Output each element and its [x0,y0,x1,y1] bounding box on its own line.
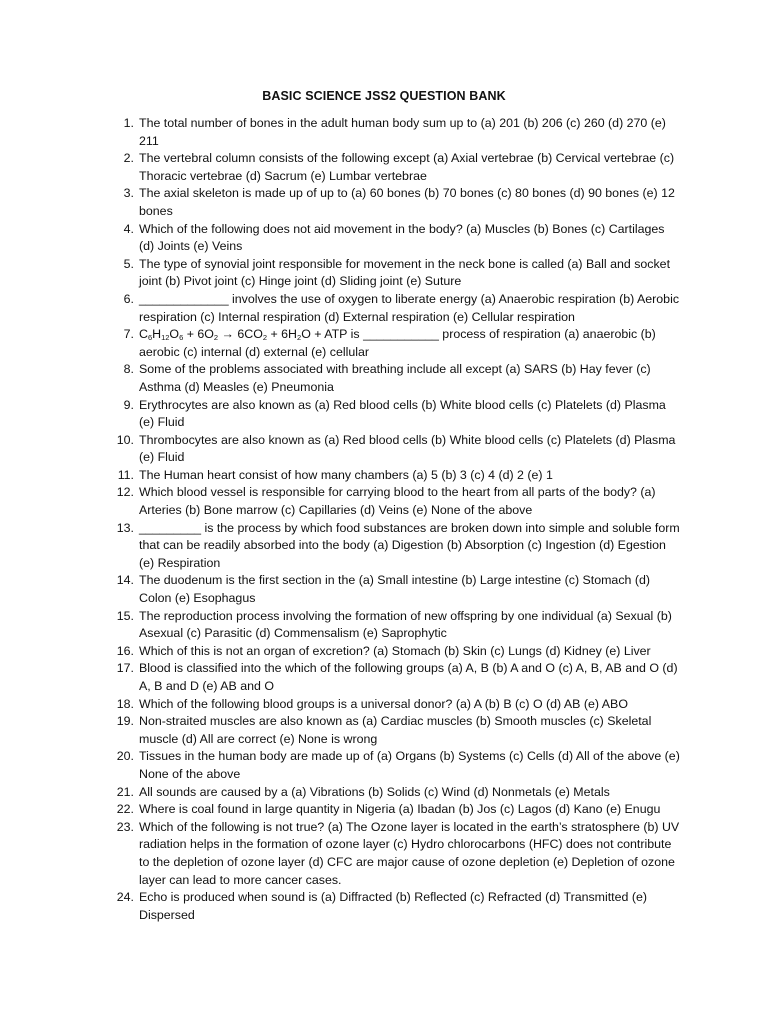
question-item [110,185,680,220]
respiration-equation: $C_6H_{12}O_6 + 6O_2 \to 6CO_2 + 6H_2O$ + ATP [139,327,348,343]
question-number: 20. [116,749,134,764]
question-item [110,660,680,695]
question-number: 3. [123,186,134,201]
question-text: Which blood vessel is responsible for carrying blood to the heart from all parts of the body? (a) Arteries (b) Bone marrow (c) Capillaries (d) Veins (e) None of the above [139,485,656,518]
question-text: Where is coal found in large quantity in Nigeria (a) Ibadan (b) Jos (c) Lagos (d) Kano (e) Enugu [139,802,661,817]
question-item [110,889,680,924]
question-item [110,326,680,361]
question-item [110,397,680,432]
question-text: All sounds are caused by a (a) Vibrations (b) Solids (c) Wind (d) Nonmetals (e) Metals [139,784,610,799]
question-number: 12. [116,485,134,500]
question-item [110,608,680,643]
question-text: is ___________ process of respiration (a) anaerobic (b) aerobic (c) internal (d) external (e) cellular [139,327,656,359]
question-text: The duodenum is the first section in the (a) Small intestine (b) Large intestine (c) Stomach (d) Colon (e) Esophagus [139,573,650,606]
question-item [110,150,680,185]
question-text: Blood is classified into the which of the following groups (a) A, B (b) A and O (c) A, B, AB and O (d) A, B and D (e) AB and O [139,661,678,693]
question-text: Thrombocytes are also known as (a) Red blood cells (b) White blood cells (c) Platelets (d) Plasma (e) Fluid [139,432,676,465]
question-text: The vertebral column consists of the following except (a) Axial vertebrae (b) Cervical vertebrae (c) Thoracic vertebrae (d) Sacrum (e) Lumbar vertebrae [139,151,675,183]
question-text: Which of the following does not aid movement in the body? (a) Muscles (b) Bones (c) Cartilages (d) Joints (e) Veins [139,221,665,254]
question-text: Echo is produced when sound is (a) Diffracted (b) Reflected (c) Refracted (d) Transmitted (e) Dispersed [139,890,647,922]
question-text: Which of the following is not true? (a) The Ozone layer is located in the earth’s stratosphere (b) UV radiation helps in the formation of ozone layer (c) Hydro chlorocarbons (HFC) does not contribute to the depletion of ozone layer (d) CFC are major cause of ozone depletion (e) Depletion of ozone layer can lead to more cancer cases. [139,819,680,887]
question-item [110,361,680,396]
question-item [110,520,680,573]
question-item [110,256,680,291]
question-number: 16. [116,643,134,658]
question-text: Which of the following blood groups is a universal donor? (a) A (b) B (c) O (d) AB (e) ABO [139,696,628,711]
question-number: 21. [116,784,134,799]
question-number: 19. [116,714,134,729]
question-number: 4. [123,221,134,236]
question-text: Tissues in the human body are made up of (a) Organs (b) Systems (c) Cells (d) All of the above (e) None of the above [139,749,680,781]
question-number: 11. [117,467,134,482]
question-number: 18. [116,696,134,711]
question-item [110,643,680,661]
question-number: 17. [116,661,134,676]
question-item [110,748,680,783]
page-title: BASIC SCIENCE JSS2 QUESTION BANK [262,89,506,103]
question-number: 2. [123,151,134,166]
question-item [110,572,680,607]
arrow-icon: → [221,327,234,342]
question-text: Erythrocytes are also known as (a) Red blood cells (b) White blood cells (c) Platelets (d) Plasma (e) Fluid [139,397,666,430]
question-number: 1. [123,116,134,130]
question-text: The axial skeleton is made up of up to (a) 60 bones (b) 70 bones (c) 80 bones (d) 90 bones (e) 12 bones [139,186,675,218]
question-number: 6. [123,291,134,306]
question-number: 22. [116,802,134,817]
question-number: 10. [116,432,134,447]
question-text: _________ is the process by which food substances are broken down into simple and soluble form that can be readily absorbed into the body (a) Digestion (b) Absorption (c) Ingestion (d) Egestion (e) Respiration [139,520,680,570]
question-item [110,713,680,748]
question-text: The type of synovial joint responsible for movement in the neck bone is called (a) Ball and socket joint (b) Pivot joint (c) Hinge joint (d) Sliding joint (e) Suture [139,256,671,289]
question-list [110,115,680,924]
question-item [110,696,680,714]
question-number: 24. [116,890,134,905]
question-text: Some of the problems associated with breathing include all except (a) SARS (b) Hay fever (c) Asthma (d) Measles (e) Pneumonia [139,362,651,394]
question-text: _____________ involves the use of oxygen to liberate energy (a) Anaerobic respiration (b) Aerobic respiration (c) Internal respiration (d) External respiration (e) Cellular respiration [139,291,680,324]
question-item [110,221,680,256]
question-number: 5. [123,256,134,271]
question-item [110,432,680,467]
question-number: 23. [116,819,134,834]
question-item [110,484,680,519]
question-number: 8. [123,362,134,377]
question-item [110,801,680,819]
question-item [110,467,680,485]
question-text: The Human heart consist of how many chambers (a) 5 (b) 3 (c) 4 (d) 2 (e) 1 [139,467,553,482]
question-item [110,819,680,889]
question-number: 15. [116,608,134,623]
question-number: 13. [116,520,134,535]
question-number: 9. [123,397,134,412]
question-text: Non-straited muscles are also known as (a) Cardiac muscles (b) Smooth muscles (c) Skeletal muscle (d) All are correct (e) None is wrong [139,714,652,746]
question-text: The total number of bones in the adult human body sum up to (a) 201 (b) 206 (c) 260 (d) 270 (e) 211 [139,116,666,148]
question-number: 7. [123,327,134,342]
question-number: 14. [116,573,134,588]
question-item [110,115,680,150]
question-item [110,291,680,326]
question-text: Which of this is not an organ of excretion? (a) Stomach (b) Skin (c) Lungs (d) Kidney (e) Liver [139,643,651,658]
question-item [110,784,680,802]
question-text: The reproduction process involving the formation of new offspring by one individual (a) Sexual (b) Asexual (c) Parasitic (d) Commensalism (e) Saprophytic [139,608,672,641]
